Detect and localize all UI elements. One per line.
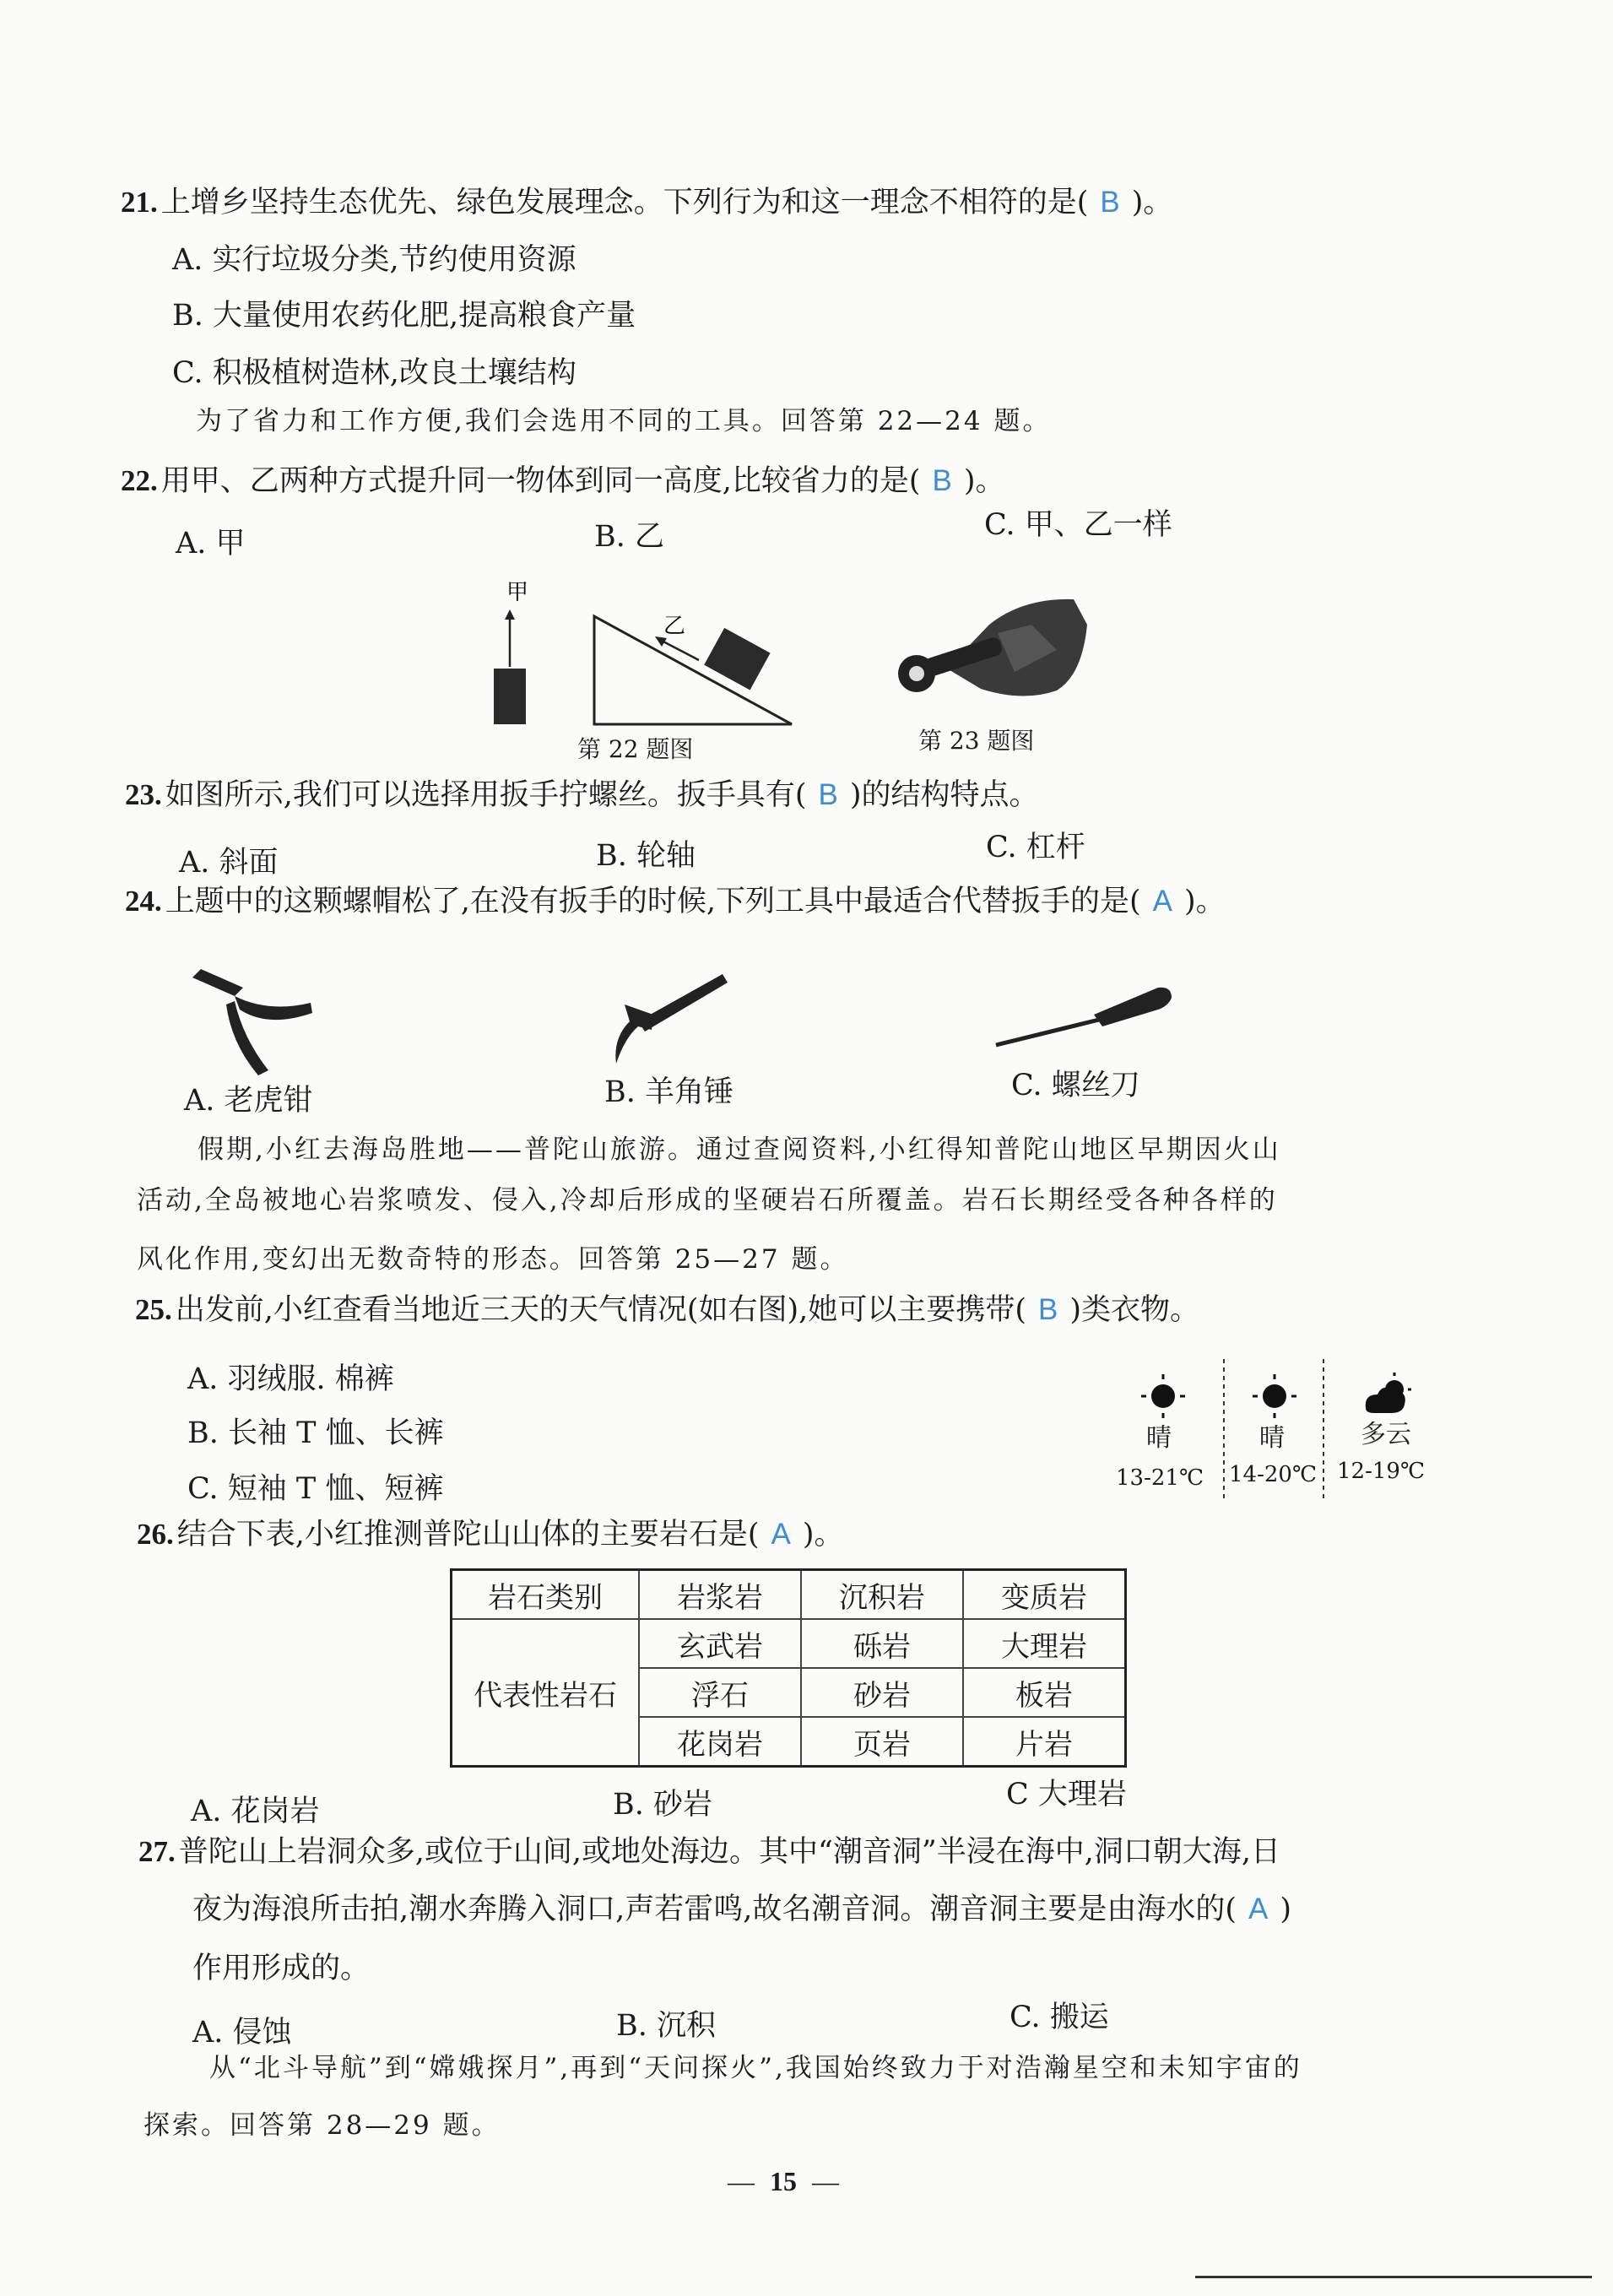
table-cell: 板岩 bbox=[963, 1668, 1126, 1717]
option-b: B. 乙 bbox=[594, 520, 664, 554]
option-c: C. 螺丝刀 bbox=[1011, 1069, 1140, 1102]
answer-mark: B bbox=[1037, 1293, 1058, 1326]
weight-block bbox=[494, 669, 526, 724]
option-b: B. 长袖 T 恤、长裤 bbox=[187, 1416, 444, 1450]
question-26: 26. 结合下表,小红推测普陀山山体的主要岩石是( A )。 bbox=[137, 1518, 844, 1551]
table-cell: 大理岩 bbox=[963, 1619, 1126, 1668]
bottom-rule bbox=[1195, 2276, 1592, 2278]
sun-icon bbox=[1253, 1374, 1296, 1418]
weather-condition: 晴 bbox=[1259, 1423, 1285, 1453]
option-b: B. 轮轴 bbox=[596, 839, 696, 873]
table-header-cell: 岩浆岩 bbox=[639, 1570, 801, 1620]
option-a: A. 实行垃圾分类,节约使用资源 bbox=[172, 243, 576, 277]
question-text: 上增乡坚持生态优先、绿色发展理念。下列行为和这一理念不相符的是( bbox=[160, 186, 1089, 219]
option-c: C. 积极植树造林,改良土壤结构 bbox=[172, 356, 576, 390]
question-21: 21. 上增乡坚持生态优先、绿色发展理念。下列行为和这一理念不相符的是( B )。 bbox=[121, 186, 1173, 219]
option-a: A. 老虎钳 bbox=[184, 1084, 313, 1118]
section-intro: 活动,全岛被地心岩浆喷发、侵入,冷却后形成的坚硬岩石所覆盖。岩石长期经受各种各样的 bbox=[137, 1185, 1278, 1216]
label-yi: 乙 bbox=[663, 614, 686, 639]
option-c: C 大理岩 bbox=[1006, 1778, 1127, 1811]
question-number: 25. bbox=[135, 1293, 172, 1326]
rock-types-table bbox=[450, 1568, 1127, 1768]
question-text: 上题中的这颗螺帽松了,在没有扳手的时候,下列工具中最适合代替扳手的是( bbox=[165, 885, 1141, 918]
answer-mark: B bbox=[932, 464, 952, 497]
page-number: — 15 — bbox=[728, 2166, 839, 2196]
inclined-plane bbox=[594, 616, 792, 724]
figure-caption: 第 23 题图 bbox=[918, 727, 1035, 755]
question-24: 24. 上题中的这颗螺帽松了,在没有扳手的时候,下列工具中最适合代替扳手的是( A )。 bbox=[125, 885, 1226, 918]
section-intro: 探索。回答第 28—29 题。 bbox=[143, 2110, 501, 2141]
temperature-range: 13-21℃ bbox=[1116, 1465, 1204, 1491]
answer-mark: A bbox=[1248, 1893, 1269, 1925]
question-number: 27. bbox=[138, 1835, 176, 1868]
option-a: A. 斜面 bbox=[179, 846, 279, 880]
option-c: C. 杠杆 bbox=[986, 831, 1085, 864]
option-a: A. 甲 bbox=[176, 527, 246, 560]
cloud-sun-icon bbox=[1366, 1373, 1411, 1413]
label-jia: 甲 bbox=[506, 580, 529, 605]
question-25: 25. 出发前,小红查看当地近三天的天气情况(如右图),她可以主要携带( B )类衣物。 bbox=[135, 1293, 1199, 1327]
sun-icon bbox=[1141, 1374, 1185, 1418]
question-number: 24. bbox=[125, 885, 162, 918]
question-22: 22. 用甲、乙两种方式提升同一物体到同一高度,比较省力的是( B )。 bbox=[121, 464, 1005, 498]
weather-condition: 多云 bbox=[1361, 1420, 1411, 1449]
section-intro: 从“北斗导航”到“嫦娥探月”,再到“天问探火”,我国始终致力于对浩瀚星空和未知宇宙的 bbox=[209, 2053, 1302, 2083]
answer-mark: A bbox=[771, 1518, 791, 1551]
question-27-line3: 作用形成的。 bbox=[192, 1952, 371, 1985]
claw-hammer-icon bbox=[604, 971, 731, 1072]
figure-23-wrench-hand bbox=[888, 591, 1091, 709]
pliers-icon bbox=[184, 962, 319, 1080]
table-cell: 砂岩 bbox=[801, 1668, 963, 1717]
question-27-line2: 夜为海浪所击拍,潮水奔腾入洞口,声若雷鸣,故名潮音洞。潮音洞主要是由海水的( A ) bbox=[192, 1893, 1292, 1926]
figure-caption: 第 22 题图 bbox=[577, 735, 694, 763]
answer-mark: B bbox=[1100, 186, 1120, 219]
option-c: C. 搬运 bbox=[1009, 2001, 1109, 2034]
section-intro: 为了省力和工作方便,我们会选用不同的工具。回答第 22—24 题。 bbox=[196, 406, 1052, 436]
question-text: 出发前,小红查看当地近三天的天气情况(如右图),她可以主要携带( bbox=[175, 1293, 1026, 1327]
table-cell: 页岩 bbox=[801, 1717, 963, 1767]
option-b: B. 沉积 bbox=[616, 2009, 716, 2043]
table-cell: 浮石 bbox=[639, 1668, 801, 1717]
weather-condition: 晴 bbox=[1146, 1423, 1172, 1453]
option-a: A. 侵蚀 bbox=[192, 2016, 292, 2050]
question-number: 22. bbox=[121, 464, 158, 497]
option-b: B. 羊角锤 bbox=[604, 1075, 733, 1109]
option-a: A. 花岗岩 bbox=[191, 1795, 320, 1828]
table-row bbox=[452, 1619, 1126, 1668]
question-text: 普陀山上岩洞众多,或位于山间,或地处海边。其中“潮音洞”半浸在海中,洞口朝大海,日 bbox=[178, 1835, 1281, 1869]
answer-mark: B bbox=[818, 778, 838, 811]
screwdriver-icon bbox=[993, 981, 1178, 1048]
question-number: 26. bbox=[137, 1518, 174, 1551]
weather-forecast bbox=[1116, 1359, 1487, 1511]
question-23: 23. 如图所示,我们可以选择用扳手拧螺丝。扳手具有( B )的结构特点。 bbox=[125, 778, 1039, 812]
question-text: 如图所示,我们可以选择用扳手拧螺丝。扳手具有( bbox=[165, 778, 807, 812]
question-number: 23. bbox=[125, 778, 162, 811]
table-cell: 花岗岩 bbox=[639, 1717, 801, 1767]
section-intro: 风化作用,变幻出无数奇特的形态。回答第 25—27 题。 bbox=[137, 1244, 849, 1275]
section-intro: 假期,小红去海岛胜地——普陀山旅游。通过查阅资料,小红得知普陀山地区早期因火山 bbox=[198, 1134, 1281, 1165]
table-header-cell: 沉积岩 bbox=[801, 1570, 963, 1620]
question-text: 用甲、乙两种方式提升同一物体到同一高度,比较省力的是( bbox=[160, 464, 921, 498]
answer-mark: A bbox=[1152, 885, 1173, 918]
question-number: 21. bbox=[121, 186, 158, 219]
option-c: C. 短袖 T 恤、短裤 bbox=[187, 1472, 444, 1506]
table-cell: 玄武岩 bbox=[639, 1619, 801, 1668]
row-label: 代表性岩石 bbox=[452, 1619, 640, 1767]
question-text: 结合下表,小红推测普陀山山体的主要岩石是( bbox=[176, 1518, 760, 1551]
table-header-cell: 变质岩 bbox=[963, 1570, 1126, 1620]
question-text: 夜为海浪所击拍,潮水奔腾入洞口,声若雷鸣,故名潮音洞。潮音洞主要是由海水的( bbox=[192, 1893, 1237, 1926]
question-27 bbox=[138, 1833, 1280, 1871]
option-b: B. 砂岩 bbox=[613, 1788, 712, 1822]
table-cell: 砾岩 bbox=[801, 1619, 963, 1668]
table-header-cell: 岩石类别 bbox=[452, 1570, 640, 1620]
temperature-range: 14-20℃ bbox=[1229, 1462, 1318, 1487]
temperature-range: 12-19℃ bbox=[1337, 1459, 1426, 1484]
table-cell: 片岩 bbox=[963, 1717, 1126, 1767]
option-b: B. 大量使用农药化肥,提高粮食产量 bbox=[172, 299, 636, 333]
table-header-row bbox=[452, 1570, 1126, 1620]
option-c: C. 甲、乙一样 bbox=[984, 508, 1172, 542]
option-a: A. 羽绒服. 棉裤 bbox=[187, 1362, 394, 1396]
